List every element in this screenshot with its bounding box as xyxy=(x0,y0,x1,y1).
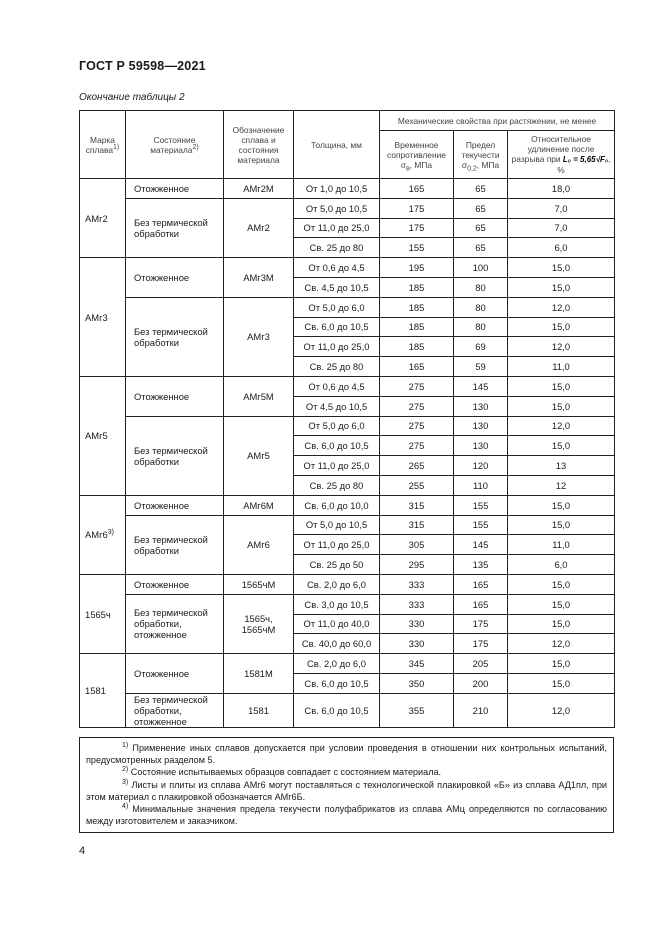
cell-tensile: 315 xyxy=(380,515,454,535)
cell-thickness: Св. 3,0 до 10,5 xyxy=(294,594,380,614)
cell-state: Отожженное xyxy=(126,179,224,199)
col-header-mech-group: Механические свойства при растяжении, не менее xyxy=(380,111,615,131)
cell-yield: 175 xyxy=(454,614,508,634)
col-header-tensile: Временное сопротивление $\sigma_в$, МПа xyxy=(380,131,454,179)
cell-state: Без термической обработки xyxy=(126,198,224,257)
cell-tensile: 350 xyxy=(380,673,454,693)
cell-yield: 65 xyxy=(454,198,508,218)
cell-thickness: Св. 25 до 50 xyxy=(294,555,380,575)
cell-designation: АМг5 xyxy=(224,416,294,495)
table-row xyxy=(80,654,615,674)
cell-thickness: От 5,0 до 10,5 xyxy=(294,198,380,218)
cell-thickness: От 5,0 до 10,5 xyxy=(294,515,380,535)
table-row xyxy=(80,416,615,436)
cell-yield: 145 xyxy=(454,535,508,555)
cell-elong: 18,0 xyxy=(508,179,615,199)
cell-tensile: 185 xyxy=(380,297,454,317)
page-number: 4 xyxy=(79,845,86,857)
cell-state: Без термической обработки, отожженное xyxy=(126,594,224,653)
cell-state: Отожженное xyxy=(126,376,224,416)
cell-thickness: От 11,0 до 25,0 xyxy=(294,535,380,555)
cell-state: Без термической обработки xyxy=(126,297,224,376)
cell-thickness: От 11,0 до 25,0 xyxy=(294,337,380,357)
cell-elong: 12,0 xyxy=(508,297,615,317)
cell-thickness: Св. 40,0 до 60,0 xyxy=(294,634,380,654)
cell-yield: 65 xyxy=(454,179,508,199)
table-row xyxy=(80,179,615,199)
cell-yield: 145 xyxy=(454,376,508,396)
cell-tensile: 333 xyxy=(380,594,454,614)
table-row xyxy=(80,297,615,317)
cell-designation: 1565чМ xyxy=(224,574,294,594)
cell-thickness: Св. 6,0 до 10,5 xyxy=(294,317,380,337)
cell-tensile: 330 xyxy=(380,634,454,654)
footnote: $^{1)}$ Применение иных сплавов допускается при условии проведения в отношении них контрольных испытаний, предусмотренных разделом 5. xyxy=(86,741,607,766)
cell-yield: 135 xyxy=(454,555,508,575)
cell-yield: 155 xyxy=(454,515,508,535)
cell-yield: 155 xyxy=(454,495,508,515)
cell-elong: 12,0 xyxy=(508,634,615,654)
cell-designation: АМг6М xyxy=(224,495,294,515)
cell-thickness: Св. 25 до 80 xyxy=(294,238,380,258)
cell-elong: 11,0 xyxy=(508,357,615,377)
cell-designation: АМг2М xyxy=(224,179,294,199)
cell-elong: 15,0 xyxy=(508,574,615,594)
cell-elong: 6,0 xyxy=(508,238,615,258)
cell-tensile: 275 xyxy=(380,376,454,396)
cell-thickness: От 11,0 до 25,0 xyxy=(294,218,380,238)
cell-yield: 165 xyxy=(454,574,508,594)
cell-tensile: 333 xyxy=(380,574,454,594)
cell-elong: 15,0 xyxy=(508,594,615,614)
cell-yield: 175 xyxy=(454,634,508,654)
cell-tensile: 185 xyxy=(380,337,454,357)
cell-tensile: 305 xyxy=(380,535,454,555)
cell-elong: 15,0 xyxy=(508,317,615,337)
cell-yield: 165 xyxy=(454,594,508,614)
cell-designation: АМг5М xyxy=(224,376,294,416)
cell-tensile: 345 xyxy=(380,654,454,674)
table-row xyxy=(80,594,615,614)
cell-state: Отожженное xyxy=(126,495,224,515)
cell-yield: 80 xyxy=(454,297,508,317)
cell-tensile: 185 xyxy=(380,277,454,297)
cell-yield: 65 xyxy=(454,238,508,258)
table-head xyxy=(80,111,615,179)
cell-thickness: От 11,0 до 40,0 xyxy=(294,614,380,634)
cell-tensile: 165 xyxy=(380,357,454,377)
cell-thickness: Св. 2,0 до 6,0 xyxy=(294,574,380,594)
cell-state: Без термической обработки, отожженное xyxy=(126,693,224,727)
cell-yield: 120 xyxy=(454,456,508,476)
cell-elong: 15,0 xyxy=(508,614,615,634)
table-row xyxy=(80,198,615,218)
cell-state: Отожженное xyxy=(126,574,224,594)
cell-elong: 15,0 xyxy=(508,396,615,416)
cell-yield: 80 xyxy=(454,317,508,337)
col-header-designation: Обозначение сплава и состояния материала xyxy=(224,111,294,179)
cell-state: Отожженное xyxy=(126,654,224,694)
cell-yield: 100 xyxy=(454,258,508,278)
cell-state: Без термической обработки xyxy=(126,515,224,574)
cell-thickness: Св. 4,5 до 10,5 xyxy=(294,277,380,297)
cell-grade: АМг5 xyxy=(80,376,126,495)
cell-elong: 7,0 xyxy=(508,198,615,218)
footnotes xyxy=(79,737,614,833)
cell-yield: 65 xyxy=(454,218,508,238)
footnote: $^{4)}$ Минимальные значения предела текучести полуфабрикатов из сплава АМц определяются по согласованию между изготовителем и заказчиком. xyxy=(86,802,607,827)
cell-elong: 15,0 xyxy=(508,376,615,396)
cell-state: Без термической обработки xyxy=(126,416,224,495)
cell-grade: АМг3 xyxy=(80,258,126,377)
cell-tensile: 265 xyxy=(380,456,454,476)
cell-thickness: Св. 25 до 80 xyxy=(294,357,380,377)
cell-yield: 59 xyxy=(454,357,508,377)
cell-tensile: 295 xyxy=(380,555,454,575)
cell-yield: 205 xyxy=(454,654,508,674)
footnote: $^{3)}$ Листы и плиты из сплава АМг6 могут поставляться с технологической плакировкой «Б» из сплава АД1пл, при этом материал с плакировкой обозначается АМг6Б. xyxy=(86,778,607,802)
cell-tensile: 175 xyxy=(380,198,454,218)
cell-thickness: Св. 2,0 до 6,0 xyxy=(294,654,380,674)
cell-thickness: Св. 6,0 до 10,5 xyxy=(294,673,380,693)
cell-state: Отожженное xyxy=(126,258,224,298)
cell-grade: 1565ч xyxy=(80,574,126,653)
cell-tensile: 175 xyxy=(380,218,454,238)
cell-thickness: От 0,6 до 4,5 xyxy=(294,258,380,278)
col-header-thickness: Толщина, мм xyxy=(294,111,380,179)
cell-grade: АМг2 xyxy=(80,179,126,258)
cell-elong: 12,0 xyxy=(508,337,615,357)
cell-elong: 13 xyxy=(508,456,615,476)
cell-tensile: 255 xyxy=(380,475,454,495)
footnote: $^{2)}$ Состояние испытываемых образцов совпадает с состоянием материала. xyxy=(122,766,442,778)
cell-tensile: 185 xyxy=(380,317,454,337)
cell-designation: АМг6 xyxy=(224,515,294,574)
cell-elong: 15,0 xyxy=(508,277,615,297)
cell-designation: 1581М xyxy=(224,654,294,694)
cell-thickness: Св. 6,0 до 10,5 xyxy=(294,693,380,727)
col-header-yield: Предел текучести $\sigma_{0,2}$, МПа xyxy=(454,131,508,179)
cell-yield: 200 xyxy=(454,673,508,693)
cell-thickness: От 11,0 до 25,0 xyxy=(294,456,380,476)
cell-tensile: 315 xyxy=(380,495,454,515)
cell-elong: 12,0 xyxy=(508,416,615,436)
cell-yield: 69 xyxy=(454,337,508,357)
elongation-formula: L₀ = 5,65√F₀ xyxy=(562,155,609,164)
cell-designation: 1565ч, 1565чМ xyxy=(224,594,294,653)
table-row xyxy=(80,495,615,515)
table-row xyxy=(80,376,615,396)
col-header-elongation: Относительное удлинение после разрыва при L₀ = 5,65√F₀, % xyxy=(508,131,615,179)
table-row xyxy=(80,693,615,727)
cell-elong: 7,0 xyxy=(508,218,615,238)
cell-elong: 15,0 xyxy=(508,258,615,278)
cell-elong: 15,0 xyxy=(508,654,615,674)
cell-tensile: 275 xyxy=(380,436,454,456)
cell-elong: 12,0 xyxy=(508,693,615,727)
cell-elong: 6,0 xyxy=(508,555,615,575)
document-header: ГОСТ Р 59598—2021 xyxy=(79,59,206,73)
cell-thickness: От 0,6 до 4,5 xyxy=(294,376,380,396)
cell-designation: АМг3М xyxy=(224,258,294,298)
cell-elong: 15,0 xyxy=(508,515,615,535)
cell-elong: 12 xyxy=(508,475,615,495)
cell-yield: 130 xyxy=(454,436,508,456)
cell-elong: 15,0 xyxy=(508,495,615,515)
cell-designation: 1581 xyxy=(224,693,294,727)
cell-designation: АМг2 xyxy=(224,198,294,257)
cell-elong: 15,0 xyxy=(508,673,615,693)
cell-designation: АМг3 xyxy=(224,297,294,376)
table-body xyxy=(80,179,615,728)
cell-tensile: 275 xyxy=(380,416,454,436)
cell-elong: 11,0 xyxy=(508,535,615,555)
col-header-state: Состояние материала$^{2)}$ xyxy=(126,111,224,179)
cell-thickness: От 4,5 до 10,5 xyxy=(294,396,380,416)
cell-yield: 130 xyxy=(454,416,508,436)
cell-yield: 110 xyxy=(454,475,508,495)
col-header-grade: Марка сплава$^{1)}$ xyxy=(80,111,126,179)
properties-table xyxy=(79,110,615,728)
table-row xyxy=(80,515,615,535)
cell-tensile: 165 xyxy=(380,179,454,199)
cell-thickness: Св. 6,0 до 10,0 xyxy=(294,495,380,515)
cell-tensile: 155 xyxy=(380,238,454,258)
cell-thickness: Св. 25 до 80 xyxy=(294,475,380,495)
cell-elong: 15,0 xyxy=(508,436,615,456)
cell-yield: 210 xyxy=(454,693,508,727)
cell-thickness: От 5,0 до 6,0 xyxy=(294,416,380,436)
cell-yield: 80 xyxy=(454,277,508,297)
cell-thickness: От 1,0 до 10,5 xyxy=(294,179,380,199)
cell-tensile: 355 xyxy=(380,693,454,727)
cell-tensile: 275 xyxy=(380,396,454,416)
cell-grade: АМг6$^{3)}$ xyxy=(80,495,126,574)
cell-yield: 130 xyxy=(454,396,508,416)
table-caption: Окончание таблицы 2 xyxy=(79,92,185,103)
cell-tensile: 330 xyxy=(380,614,454,634)
cell-thickness: От 5,0 до 6,0 xyxy=(294,297,380,317)
table-row xyxy=(80,258,615,278)
table-row xyxy=(80,574,615,594)
cell-grade: 1581 xyxy=(80,654,126,728)
cell-thickness: Св. 6,0 до 10,5 xyxy=(294,436,380,456)
cell-tensile: 195 xyxy=(380,258,454,278)
